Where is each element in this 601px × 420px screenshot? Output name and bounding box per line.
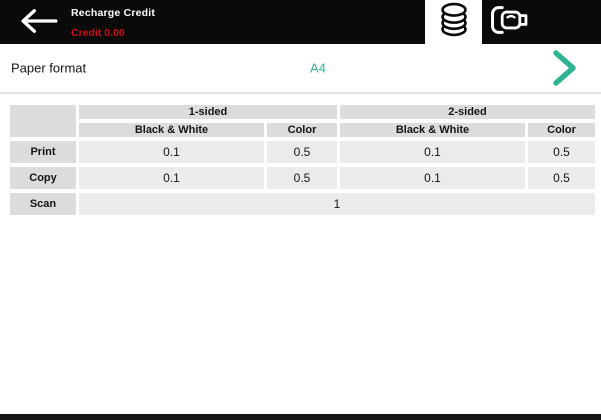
price-copy-bw-2sided: 0.1 [340, 167, 525, 189]
left-arrow-icon [18, 7, 60, 38]
cash-insert-icon [489, 4, 533, 41]
table-corner-cell [10, 105, 76, 137]
tab-coin-credit[interactable] [425, 0, 482, 44]
price-copy-color-2sided: 0.5 [528, 167, 595, 189]
pricing-table [10, 105, 595, 215]
price-copy-color-1sided: 0.5 [267, 167, 337, 189]
chevron-right-icon[interactable] [551, 49, 579, 87]
price-print-color-1sided: 0.5 [267, 141, 337, 163]
price-scan-all: 1 [79, 193, 595, 215]
coin-stack-icon [438, 1, 470, 43]
page-title: Recharge Credit [71, 7, 156, 19]
paper-format-value: A4 [310, 60, 326, 76]
row-label-print: Print [10, 141, 76, 163]
tab-cash-recharge[interactable] [482, 0, 601, 44]
col-header-color-1sided: Color [267, 123, 337, 137]
col-header-bw-2sided: Black & White [340, 123, 525, 137]
bottom-edge-bar [0, 414, 601, 420]
row-label-scan: Scan [10, 193, 76, 215]
header-bar [0, 0, 601, 44]
col-group-1sided: 1-sided [79, 105, 337, 119]
price-print-bw-1sided: 0.1 [79, 141, 264, 163]
price-copy-bw-1sided: 0.1 [79, 167, 264, 189]
header-title-block [71, 7, 155, 39]
back-button[interactable] [15, 6, 63, 38]
col-header-bw-1sided: Black & White [79, 123, 264, 137]
paper-format-row[interactable] [0, 44, 601, 94]
credit-balance: Credit 0.00 [71, 27, 125, 39]
row-label-copy: Copy [10, 167, 76, 189]
col-group-2sided: 2-sided [340, 105, 595, 119]
price-print-bw-2sided: 0.1 [340, 141, 525, 163]
paper-format-label: Paper format [11, 60, 87, 76]
col-header-color-2sided: Color [528, 123, 595, 137]
price-print-color-2sided: 0.5 [528, 141, 595, 163]
